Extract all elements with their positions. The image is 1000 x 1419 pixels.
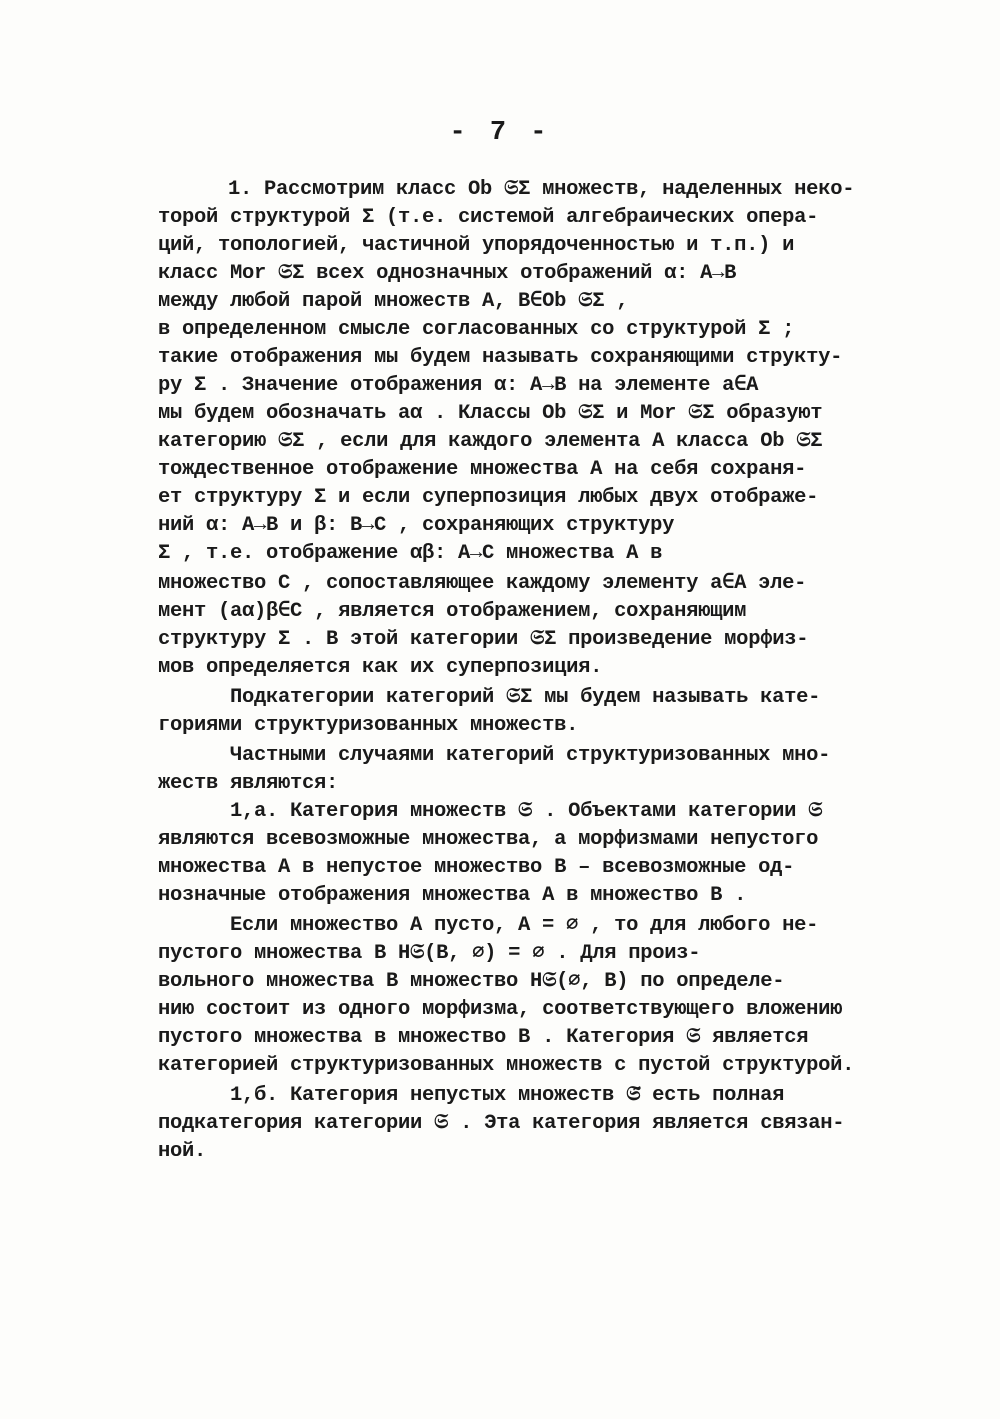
- text-line: 1,а. Категория множеств 𝔖 . Объектами категории 𝔖: [230, 800, 823, 823]
- text-line: вольного множества B множество H𝔖(∅, B) по определе-: [158, 970, 785, 993]
- text-line: Частными случаями категорий структуризованных мно-: [230, 744, 831, 767]
- text-line: Если множество A пусто, A = ∅ , то для любого не-: [230, 914, 819, 937]
- text-line: между любой парой множеств A, B∈Ob 𝔖Σ ,: [158, 290, 629, 313]
- text-line: Σ , т.е. отображение αβ: A→C множества A в: [158, 542, 663, 565]
- text-line: множества A в непустое множество B – всевозможные од-: [158, 856, 795, 879]
- text-line: в определенном смысле согласованных со структурой Σ ;: [158, 318, 795, 341]
- text-line: ной.: [158, 1140, 207, 1163]
- page-number: - 7 -: [449, 118, 551, 148]
- text-line: торой структурой Σ (т.е. системой алгебраических опера-: [158, 206, 819, 229]
- text-line: ний α: A→B и β: B→C , сохраняющих структуру: [158, 514, 675, 537]
- text-line: множество C , сопоставляющее каждому элементу a∈A эле-: [158, 572, 807, 595]
- text-line: ру Σ . Значение отображения α: A→B на элементе a∈A: [158, 374, 759, 397]
- text-line: ций, топологией, частичной упорядоченностью и т.п.) и: [158, 234, 795, 257]
- text-line: мов определяется как их суперпозиция.: [158, 656, 603, 679]
- text-line: Подкатегории категорий 𝔖Σ мы будем называть кате-: [230, 686, 821, 709]
- text-line: структуру Σ . В этой категории 𝔖Σ произведение морфиз-: [158, 628, 809, 651]
- text-line: подкатегория категории 𝔖 . Эта категория является связан-: [158, 1112, 845, 1135]
- text-line: категорией структуризованных множеств с пустой структурой.: [158, 1054, 855, 1077]
- text-line: 1,б. Категория непустых множеств 𝔖̃ есть полная: [230, 1084, 785, 1107]
- text-line: категорию 𝔖Σ , если для каждого элемента A класса Ob 𝔖Σ: [158, 430, 823, 453]
- text-line: пустого множества в множество B . Категория 𝔖 является: [158, 1026, 809, 1049]
- text-line: класс Mor 𝔖Σ всех однозначных отображений α: A→B: [158, 262, 737, 285]
- text-line: ет структуру Σ и если суперпозиция любых двух отображе-: [158, 486, 819, 509]
- text-line: мы будем обозначать aα . Классы Ob 𝔖Σ и Mor 𝔖Σ образуют: [158, 402, 823, 425]
- text-line: являются всевозможные множества, а морфизмами непустого: [158, 828, 819, 851]
- text-line: такие отображения мы будем называть сохраняющими структу-: [158, 346, 843, 369]
- text-line: жеств являются:: [158, 772, 339, 795]
- text-line: тождественное отображение множества A на себя сохраня-: [158, 458, 807, 481]
- text-line: 1. Рассмотрим класс Ob 𝔖Σ множеств, наделенных неко-: [228, 178, 855, 201]
- text-line: гориями структуризованных множеств.: [158, 714, 579, 737]
- text-line: нию состоит из одного морфизма, соответствующего вложению: [158, 998, 843, 1021]
- text-line: мент (aα)β∈C , является отображением, сохраняющим: [158, 600, 747, 623]
- text-line: пустого множества B H𝔖(B, ∅) = ∅ . Для произ-: [158, 942, 701, 965]
- text-line: нозначные отображения множества A в множество B .: [158, 884, 747, 907]
